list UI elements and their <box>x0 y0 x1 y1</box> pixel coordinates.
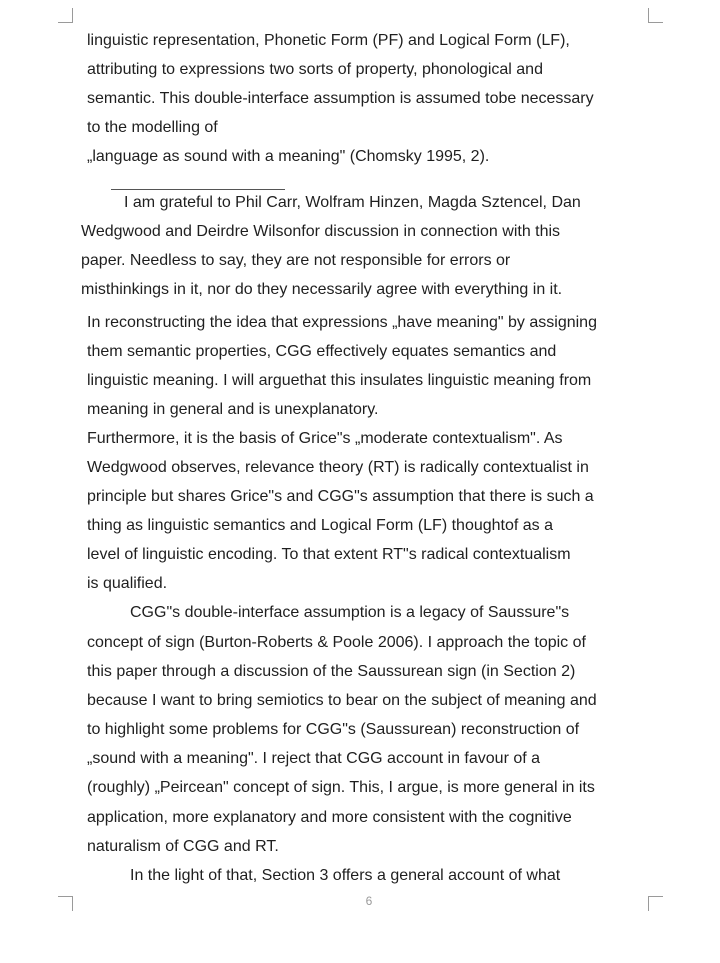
page-number: 6 <box>365 894 373 908</box>
footnote-line: Wedgwood and Deirdre Wilsonfor discussion in connection with this <box>81 223 561 240</box>
footnote-line: I am grateful to Phil Carr, Wolfram Hinzen, Magda Sztencel, Dan <box>124 194 581 211</box>
body-line: In the light of that, Section 3 offers a general account of what <box>130 867 561 884</box>
body-line: level of linguistic encoding. To that extent RT"s radical contextualism <box>87 546 571 563</box>
body-line: linguistic representation, Phonetic Form (PF) and Logical Form (LF), <box>87 32 570 49</box>
body-line: Wedgwood observes, relevance theory (RT) is radically contextualist in <box>87 459 589 476</box>
body-line: (roughly) „Peircean" concept of sign. This, I argue, is more general in its <box>87 779 595 796</box>
body-line: meaning in general and is unexplanatory. <box>87 401 379 418</box>
body-line: is qualified. <box>87 575 168 592</box>
body-line: this paper through a discussion of the Saussurean sign (in Section 2) <box>87 663 576 680</box>
body-line: linguistic meaning. I will arguethat this insulates linguistic meaning from <box>87 372 592 389</box>
body-line: principle but shares Grice"s and CGG"s assumption that there is such a <box>87 488 594 505</box>
body-line: to highlight some problems for CGG"s (Saussurean) reconstruction of <box>87 721 580 738</box>
footnote-line: paper. Needless to say, they are not responsible for errors or <box>81 252 511 269</box>
body-line: semantic. This double-interface assumption is assumed tobe necessary <box>87 90 594 107</box>
body-line: thing as linguistic semantics and Logical Form (LF) thoughtof as a <box>87 517 554 534</box>
body-line: „sound with a meaning". I reject that CGG account in favour of a <box>87 750 541 767</box>
footnote-separator <box>111 189 285 190</box>
body-line: attributing to expressions two sorts of property, phonological and <box>87 61 543 78</box>
footnote-line: misthinkings in it, nor do they necessarily agree with everything in it. <box>81 281 563 298</box>
body-line: to the modelling of <box>87 119 218 136</box>
body-line: CGG"s double-interface assumption is a legacy of Saussure"s <box>130 604 570 621</box>
body-line: because I want to bring semiotics to bear on the subject of meaning and <box>87 692 597 709</box>
body-line: Furthermore, it is the basis of Grice"s „moderate contextualism". As <box>87 430 563 447</box>
body-line: concept of sign (Burton-Roberts & Poole 2006). I approach the topic of <box>87 634 586 651</box>
body-line: them semantic properties, CGG effectively equates semantics and <box>87 343 557 360</box>
body-line: application, more explanatory and more consistent with the cognitive <box>87 809 572 826</box>
crop-mark-top-left <box>58 8 73 23</box>
body-line: naturalism of CGG and RT. <box>87 838 279 855</box>
body-line: „language as sound with a meaning" (Chomsky 1995, 2). <box>87 148 490 165</box>
crop-mark-top-right <box>648 8 663 23</box>
body-line: In reconstructing the idea that expressions „have meaning" by assigning <box>87 314 597 331</box>
